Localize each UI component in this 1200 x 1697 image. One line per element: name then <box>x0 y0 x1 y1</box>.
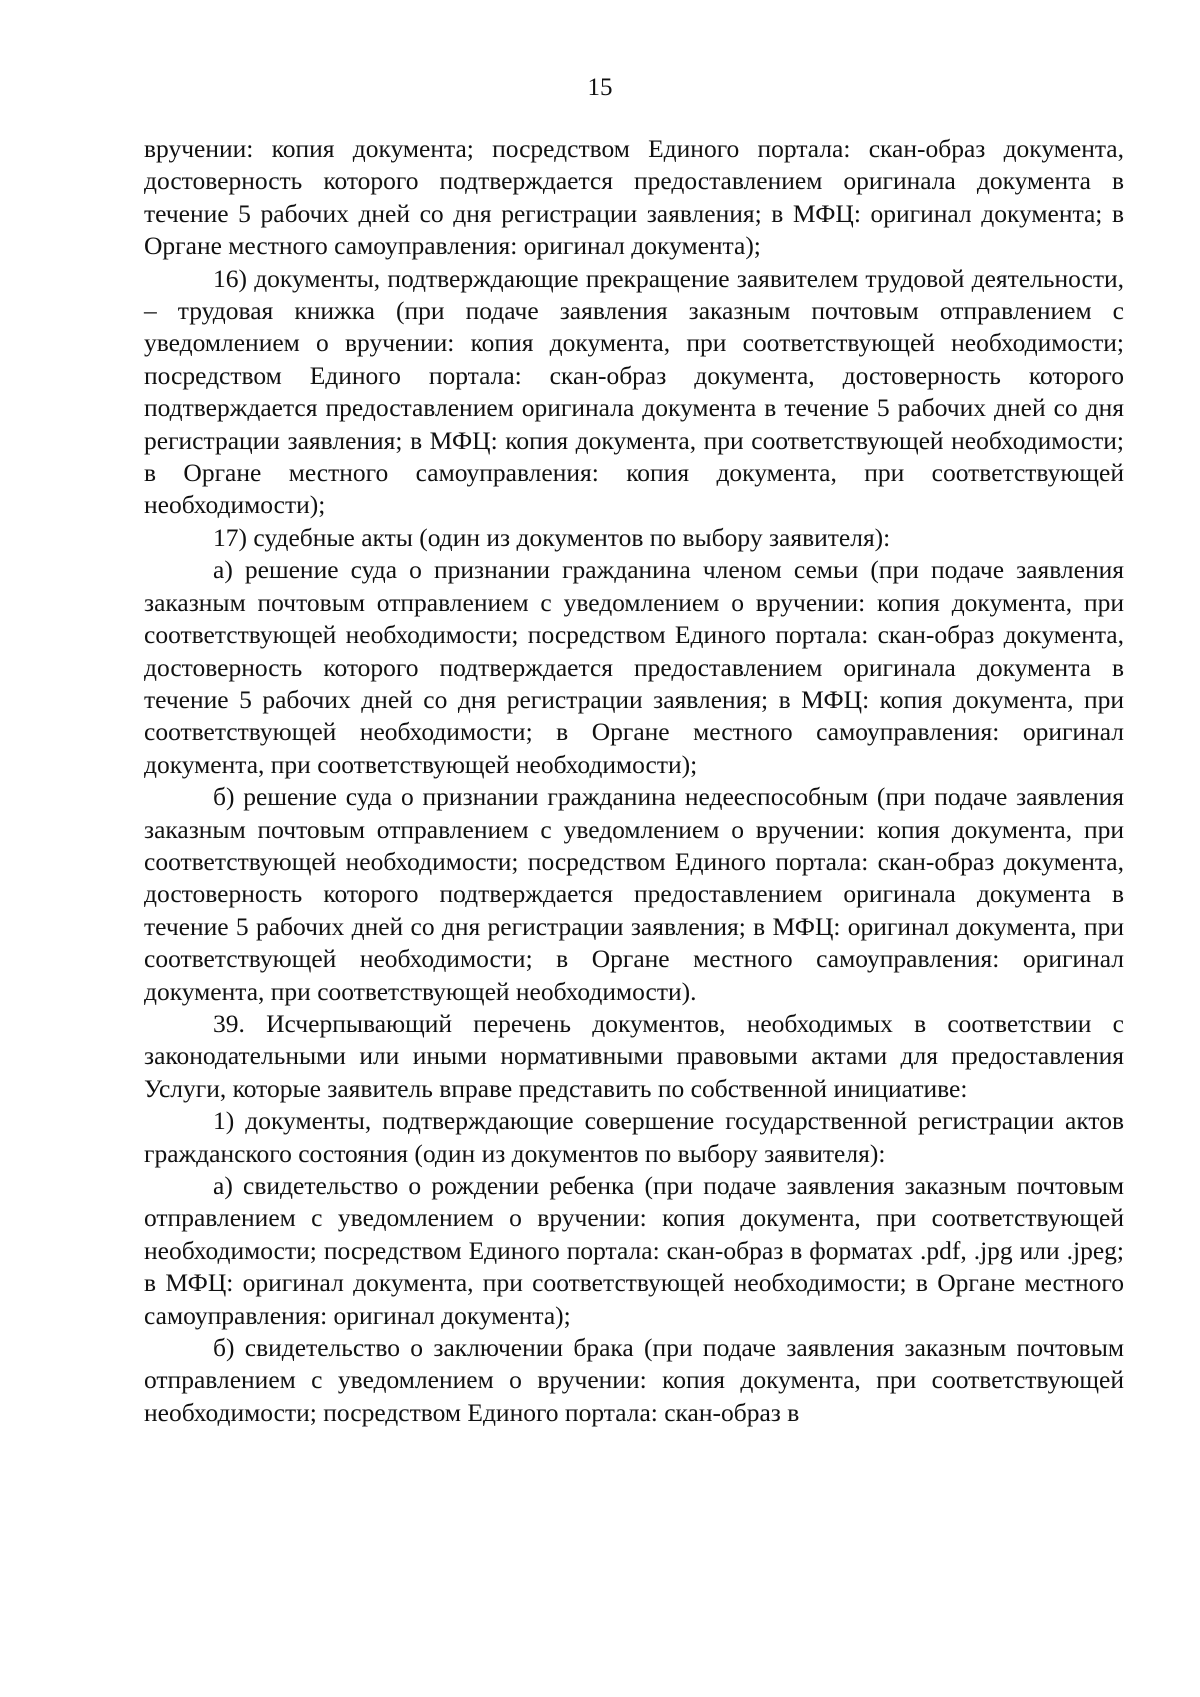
paragraph-item-17: 17) судебные акты (один из документов по выбору заявителя): <box>213 522 891 552</box>
paragraph-item-1a: а) свидетельство о рождении ребенка (при подаче заявления заказным почтовым отправлением с уведомлением о вручении: копия документа, при соответствующей необходимости; посредством Единого портала: скан-образ в форматах .pdf, .jpg или .jpeg; в МФЦ: оригинал документа, при соответствующей необходимости; в Органе местного самоуправления: оригинал документа); <box>144 1171 1124 1330</box>
paragraph-item-16: 16) документы, подтверждающие прекращение заявителем трудовой деятельности, – трудовая книжка (при подаче заявления заказным почтовым отправлением с уведомлением о вручении: копия документа, при соответствующей необходимости; посредством Единого портала: скан-образ документа, достоверность которого подтверждается предоставлением оригинала документа в течение 5 рабочих дней со дня регистрации заявления; в МФЦ: копия документа, при соответствующей необходимости; в Органе местного самоуправления: копия документа, при соответствующей необходимости); <box>144 263 1124 520</box>
paragraph-section-39: 39. Исчерпывающий перечень документов, необходимых в соответствии с законодательными или иными нормативными правовыми актами для предоставления Услуги, которые заявитель вправе представить по собственной инициативе: <box>144 1008 1124 1103</box>
paragraph-continuation: вручении: копия документа; посредством Единого портала: скан-образ документа, достоверность которого подтверждается предоставлением оригинала документа в течение 5 рабочих дней со дня регистрации заявления; в МФЦ: оригинал документа; в Органе местного самоуправления: оригинал документа); <box>144 134 1124 261</box>
paragraph-item-1b: б) свидетельство о заключении брака (при подаче заявления заказным почтовым отправлением с уведомлением о вручении: копия документа, при соответствующей необходимости; посредством Единого портала: скан-образ в <box>144 1333 1124 1427</box>
paragraph-item-17a: а) решение суда о признании гражданина членом семьи (при подаче заявления заказным почтовым отправлением с уведомлением о вручении: копия документа, при соответствующей необходимости; посредством Единого портала: скан-образ документа, достоверность которого подтверждается предоставлением оригинала документа в течение 5 рабочих дней со дня регистрации заявления; в МФЦ: копия документа, при соответствующей необходимости; в Органе местного самоуправления: оригинал документа, при соответствующей необходимости); <box>144 555 1124 779</box>
paragraph-item-17b: б) решение суда о признании гражданина недееспособным (при подаче заявления заказным почтовым отправлением с уведомлением о вручении: копия документа, при соответствующей необходимости; посредством Единого портала: скан-образ документа, достоверность которого подтверждается предоставлением оригинала документа в течение 5 рабочих дней со дня регистрации заявления; в МФЦ: оригинал документа, при соответствующей необходимости; в Органе местного самоуправления: оригинал документа, при соответствующей необходимости). <box>144 782 1124 1006</box>
document-body <box>144 133 1124 1429</box>
paragraph-item-1: 1) документы, подтверждающие совершение государственной регистрации актов гражданского состояния (один из документов по выбору заявителя): <box>144 1106 1124 1168</box>
page-number: 15 <box>587 74 613 101</box>
